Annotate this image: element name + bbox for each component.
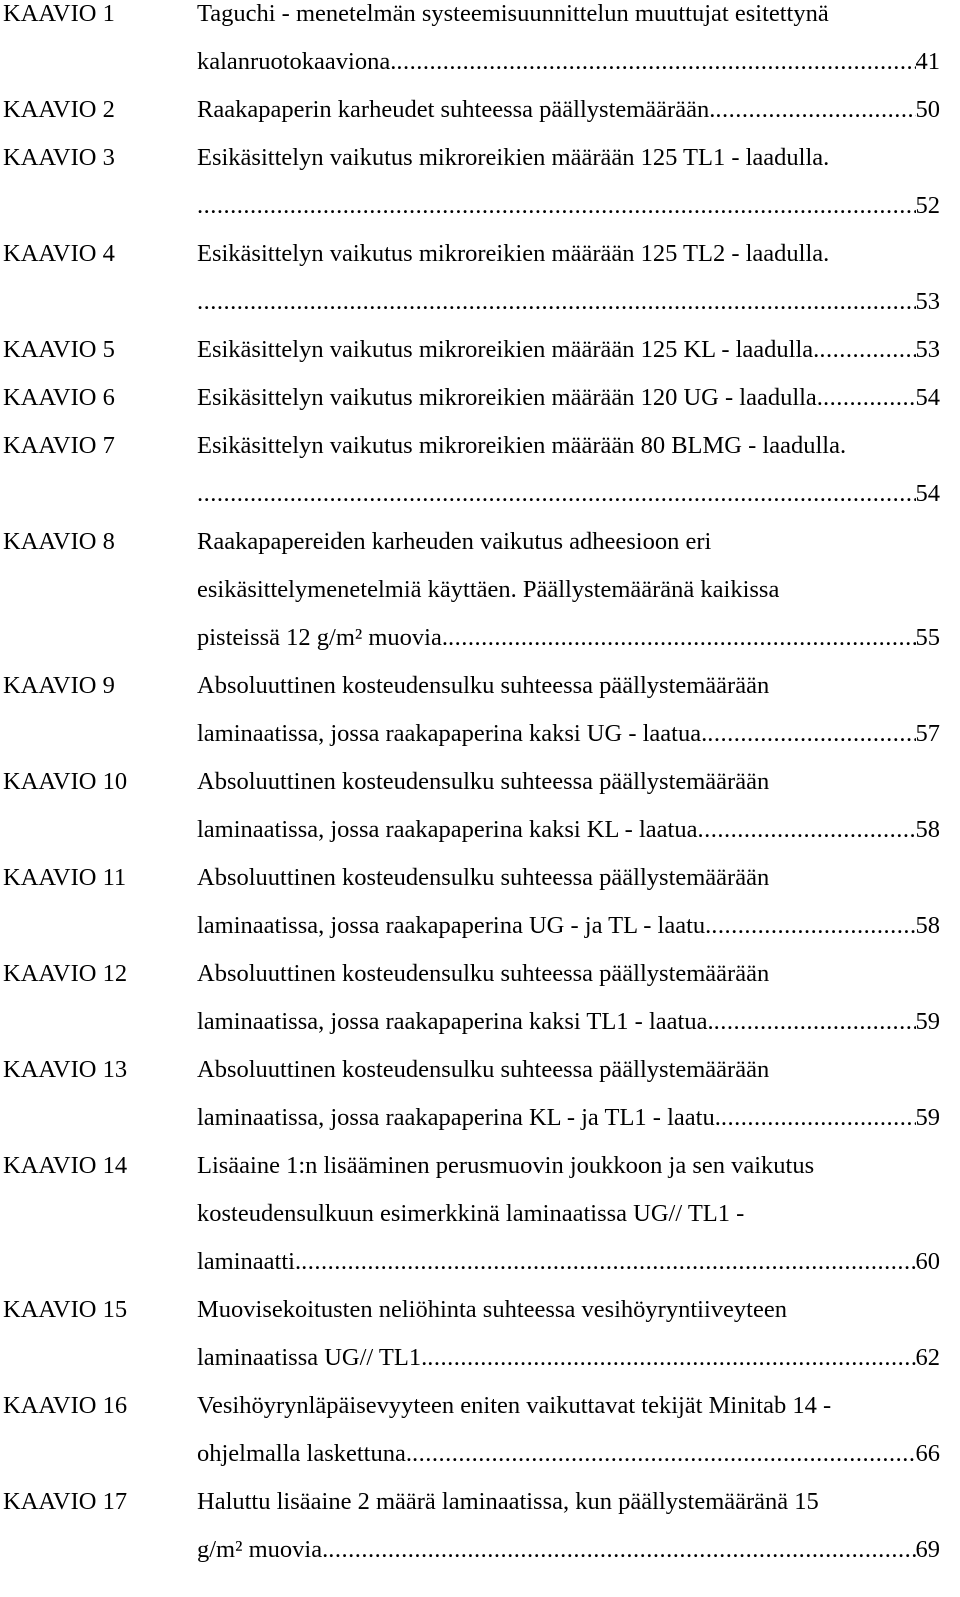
caption-text: Esikäsittelyn vaikutus mikroreikien määrään 125 KL - laadulla. (197, 336, 820, 363)
figure-caption-last-line (197, 194, 940, 218)
caption-text: pisteissä 12 g/m² muovia. (197, 624, 448, 651)
caption-text: laminaatti. (197, 1248, 302, 1275)
figure-label: KAAVIO 13 (3, 1056, 128, 1083)
caption-text: laminaatissa, jossa raakapaperina kaksi KL - laatua (197, 816, 698, 843)
page-number: 66 (915, 1440, 940, 1467)
figure-label: KAAVIO 10 (3, 768, 128, 795)
figure-caption-line: Esikäsittelyn vaikutus mikroreikien määrään 80 BLMG - laadulla. (197, 432, 847, 459)
caption-text: Raakapaperin karheudet suhteessa päällystemäärään. (197, 96, 716, 123)
figure-caption-line: Haluttu lisäaine 2 määrä laminaatissa, kun päällystemääränä 15 (197, 1488, 819, 1515)
caption-text: Esikäsittelyn vaikutus mikroreikien määrään 120 UG - laadulla. (197, 384, 823, 411)
caption-text: g/m² muovia. (197, 1536, 329, 1563)
figure-caption-last-line (197, 626, 940, 650)
caption-text: ohjelmalla laskettuna. (197, 1440, 412, 1467)
page-number: 53 (915, 336, 940, 363)
page-number: 57 (915, 720, 940, 747)
page-number: 54 (915, 480, 940, 507)
dot-leader (715, 98, 915, 122)
figure-caption-line: Vesihöyrynläpäisevyyteen eniten vaikuttavat tekijät Minitab 14 - (197, 1392, 832, 1419)
figure-caption-last-line (197, 1106, 940, 1130)
caption-text: laminaatissa UG// TL1. (197, 1344, 428, 1371)
page-number: 53 (915, 288, 940, 315)
figure-label: KAAVIO 7 (3, 432, 115, 459)
dot-leader (823, 386, 916, 410)
figure-label: KAAVIO 6 (3, 384, 115, 411)
figure-label: KAAVIO 5 (3, 336, 115, 363)
dot-leader (697, 818, 915, 842)
figure-label: KAAVIO 4 (3, 240, 115, 267)
figure-caption-last-line (197, 1010, 940, 1034)
dot-leader (328, 1538, 915, 1562)
figure-caption-last-line (197, 1346, 940, 1370)
dot-leader (721, 1106, 916, 1130)
dot-leader (448, 626, 916, 650)
page-number: 55 (915, 624, 940, 651)
figure-caption-last-line (197, 386, 940, 410)
page-number: 62 (915, 1344, 940, 1371)
figure-caption-line: Absoluuttinen kosteudensulku suhteessa päällystemäärään (197, 960, 770, 987)
figure-caption-last-line (197, 914, 940, 938)
dot-leader (707, 722, 915, 746)
figure-label: KAAVIO 8 (3, 528, 115, 555)
figure-caption-line: Taguchi - menetelmän systeemisuunnittelun muuttujat esitettynä (197, 0, 829, 27)
page-number: 59 (915, 1104, 940, 1131)
figure-caption-line: Absoluuttinen kosteudensulku suhteessa päällystemäärään (197, 864, 770, 891)
page-number: 58 (915, 816, 940, 843)
caption-text: laminaatissa, jossa raakapaperina KL - ja TL1 - laatu. (197, 1104, 721, 1131)
figure-label: KAAVIO 16 (3, 1392, 128, 1419)
page-number: 58 (915, 912, 940, 939)
figure-caption-line: esikäsittelymenetelmiä käyttäen. Päällystemääränä kaikissa (197, 576, 780, 603)
figure-label: KAAVIO 3 (3, 144, 115, 171)
figure-caption-line: kosteudensulkuun esimerkkinä laminaatissa UG// TL1 - (197, 1200, 745, 1227)
figure-label: KAAVIO 12 (3, 960, 128, 987)
dot-leader (396, 50, 915, 74)
figure-caption-last-line (197, 50, 940, 74)
figure-label: KAAVIO 14 (3, 1152, 128, 1179)
figure-label: KAAVIO 17 (3, 1488, 128, 1515)
figure-caption-last-line (197, 98, 940, 122)
figure-label: KAAVIO 9 (3, 672, 115, 699)
dot-leader (301, 1250, 915, 1274)
figure-caption-last-line (197, 338, 940, 362)
page-number: 50 (915, 96, 940, 123)
caption-text: laminaatissa, jossa raakapaperina UG - ja TL - laatu. (197, 912, 712, 939)
figure-caption-last-line (197, 1442, 940, 1466)
figure-caption-line: Esikäsittelyn vaikutus mikroreikien määrään 125 TL1 - laadulla. (197, 144, 830, 171)
figure-caption-line: Absoluuttinen kosteudensulku suhteessa päällystemäärään (197, 768, 770, 795)
figure-caption-line: Esikäsittelyn vaikutus mikroreikien määrään 125 TL2 - laadulla. (197, 240, 830, 267)
figure-caption-last-line (197, 1538, 940, 1562)
figure-caption-last-line (197, 722, 940, 746)
dot-leader (197, 482, 916, 506)
figure-caption-line: Absoluuttinen kosteudensulku suhteessa päällystemäärään (197, 1056, 770, 1083)
caption-text: kalanruotokaaviona. (197, 48, 397, 75)
caption-text: laminaatissa, jossa raakapaperina kaksi TL1 - laatua. (197, 1008, 714, 1035)
figure-caption-line: Absoluuttinen kosteudensulku suhteessa päällystemäärään (197, 672, 770, 699)
page-number: 59 (915, 1008, 940, 1035)
dot-leader (819, 338, 915, 362)
figure-caption-last-line (197, 290, 940, 314)
page-number: 69 (915, 1536, 940, 1563)
figure-caption-line: Muovisekoitusten neliöhinta suhteessa vesihöyryntiiveyteen (197, 1296, 787, 1323)
dot-leader (714, 1010, 916, 1034)
figure-label: KAAVIO 11 (3, 864, 127, 891)
dot-leader (197, 194, 916, 218)
figure-label: KAAVIO 1 (3, 0, 115, 27)
dot-leader (197, 290, 916, 314)
figure-caption-line: Raakapapereiden karheuden vaikutus adheesioon eri (197, 528, 712, 555)
page-number: 52 (915, 192, 940, 219)
figure-label: KAAVIO 15 (3, 1296, 128, 1323)
figure-caption-last-line (197, 1250, 940, 1274)
page-number: 60 (915, 1248, 940, 1275)
page-number: 41 (915, 48, 940, 75)
page-number: 54 (915, 384, 940, 411)
figure-caption-line: Lisäaine 1:n lisääminen perusmuovin joukkoon ja sen vaikutus (197, 1152, 815, 1179)
figure-caption-last-line (197, 818, 940, 842)
figure-caption-last-line (197, 482, 940, 506)
dot-leader (711, 914, 915, 938)
figure-label: KAAVIO 2 (3, 96, 115, 123)
dot-leader (412, 1442, 916, 1466)
caption-text: laminaatissa, jossa raakapaperina kaksi UG - laatua. (197, 720, 708, 747)
dot-leader (427, 1346, 915, 1370)
